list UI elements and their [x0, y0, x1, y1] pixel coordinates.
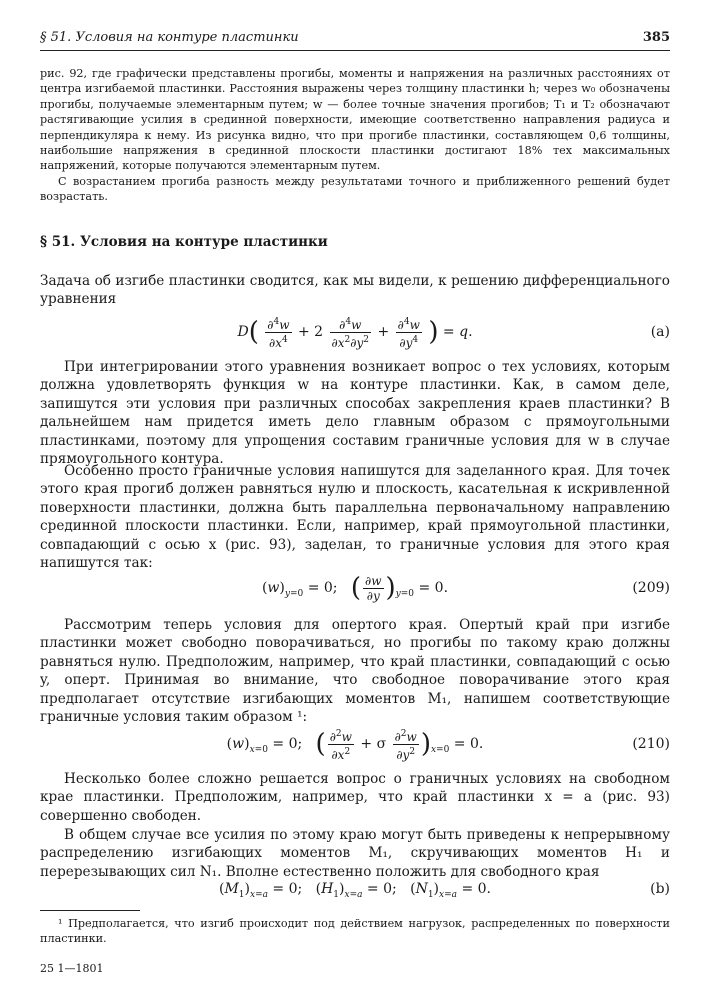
paragraph-5 [40, 770, 670, 825]
paragraph-6 [40, 826, 670, 881]
page-number: 385 [642, 30, 670, 45]
paragraph-1-text: Задача об изгибе пластинки сводится, как мы видели, к решению дифференциального уравнения [40, 273, 670, 308]
paragraph-6-text: В общем случае все усилия по этому краю могут быть приведены к непрерывному распределению изгибающих моментов M₁, скручивающих моментов H₁ и перерезывающих сил N₁. Вполне естественно положить для свободного края [40, 827, 670, 880]
equation-a [40, 314, 670, 350]
paragraph-2 [40, 358, 670, 468]
paragraph-1 [40, 272, 670, 309]
paragraph-2-text: При интегрировании этого уравнения возникает вопрос о тех условиях, которым должна удовлетворять функция w на контуре пластинки. Как, в самом деле, запишутся эти условия при различных способах закрепления краев пластинки? В дальнейшем нам придется иметь дело главным образом с прямоугольными пластинками, поэтому для упрощения составим граничные условия для w в случае прямоугольного контура. [40, 359, 670, 468]
footnote-text: ¹ Предполагается, что изгиб происходит под действием нагрузок, распределенных по поверхности пластинки. [40, 917, 670, 945]
intro-paragraph-1: рис. 92, где графически представлены прогибы, моменты и напряжения на различных расстояниях от центра изгибаемой пластинки. Расстояния выражены через толщину пластинки h; через w₀ обозначены прогибы, получаемые элементарным путем; w — более точные значения прогибов; T₁ и T₂ обозначают растягивающие усилия в срединной поверхности, имеющие соответственно направления радиуса и перпендикуляра к нему. Из рисунка видно, что при прогибе пластинки, составляющем 0,6 толщины, наибольшие напряжения в срединной плоскости пластинки достигают 18% тех максимальных напряжений, которые получаются элементарным путем. [40, 67, 670, 173]
equation-209-formula: $(w)_{y=0} = 0$; ( $\frac{\partial w}{\partial y}$ )$_{y=0} = 0$. [261, 573, 449, 603]
equation-210 [40, 726, 670, 762]
equation-a-number: (a) [650, 324, 670, 340]
paragraph-5-text: Несколько более сложно решается вопрос о граничных условиях на свободном крае пластинки. Предположим, например, что край пластинки x = a (рис. 93) совершенно свободен. [40, 771, 670, 824]
paragraph-3-text: Особенно просто граничные условия напишутся для заделанного края. Для точек этого края прогиб должен равняться нулю и плоскость, касательная к искривленной поверхности пластинки, должна быть параллельна первоначальному направлению срединной плоскости пластинки. Если, например, край прямоугольной пластинки, совпадающий с осью x (рис. 93), заделан, то граничные условия для этого края напишутся так: [40, 463, 670, 572]
page-header [40, 30, 670, 51]
equation-209-number: (209) [632, 580, 670, 596]
paragraph-4-text: Рассмотрим теперь условия для опертого края. Опертый край при изгибе пластинки может свободно поворачиваться, но прогибы по такому краю должны равняться нулю. Предположим, например, что край пластинки, совпадающий с осью y, оперт. Принимая во внимание, что свободное поворачивание этого края предполагает отсутствие изгибающих моментов M₁, напишем соответствующие граничные условия таким образом ¹: [40, 617, 670, 726]
equation-a-formula: D( $\frac{\partial^4w}{\partial x^4}$ + 2 $\frac{\partial^4w}{\partial x^2\partial y^2}$ + $\frac{\partial^4w}{\partial y^4}$ ) = q. [237, 316, 473, 350]
paragraph-4 [40, 616, 670, 726]
intro-paragraph-2: С возрастанием прогиба разность между результатами точного и приближенного решений будет возрастать. [40, 174, 670, 204]
footnote-rule [40, 910, 140, 911]
equation-210-formula: $(w)_{x=0} = 0$; ( $\frac{\partial^2w}{\partial x^2}$ + σ $\frac{\partial^2w}{\partial y^2}$ )$_{x=0} = 0$. [226, 728, 484, 762]
equation-210-number: (210) [632, 736, 670, 752]
equation-b-number: (b) [650, 881, 670, 897]
paragraph-3 [40, 462, 670, 572]
equation-b-formula: $(M_1)_{x=a} = 0$; $(H_1)_{x=a} = 0$; $(N_1)_{x=a} = 0$. [218, 881, 492, 900]
equation-b [40, 874, 670, 904]
printer-signature: 25 1—1801 [40, 962, 104, 975]
section-heading: § 51. Условия на контуре пластинки [40, 234, 328, 250]
equation-209 [40, 570, 670, 606]
footnote [40, 916, 670, 946]
intro-text [40, 66, 670, 205]
running-title: § 51. Условия на контуре пластинки [40, 30, 299, 45]
